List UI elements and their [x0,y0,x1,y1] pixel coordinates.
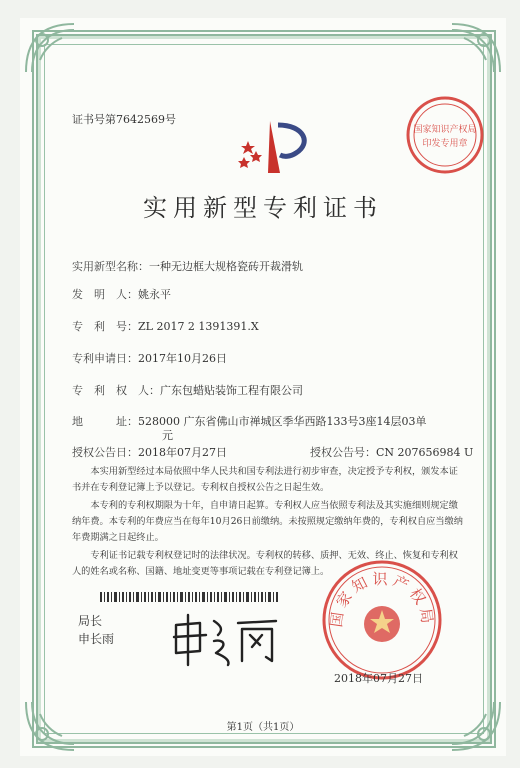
field-patent-number: 专 利 号：ZL 2017 2 1391391.X [72,320,259,333]
grant-date: 授权公告日：2018年07月27日 [72,446,227,459]
corner-ornament-icon [448,20,504,76]
field-inventor: 发 明 人：姚永平 [72,288,171,301]
director-signature-icon [170,611,280,667]
field-address: 地 址：528000 广东省佛山市禅城区季华西路133号3座14层03单 [72,415,427,428]
field-address-cont: 元 [162,429,173,442]
seal-bottom-text: 国家知识产权局 [327,570,437,629]
official-seal-top-icon [404,94,486,176]
paragraph-1: 本实用新型经过本局依照中华人民共和国专利法进行初步审查，决定授予专利权，颁发本证书并在专利登记簿上予以登记。专利权自授权公告之日起生效。 [72,466,458,493]
page-footer: 第1页（共1页） [226,722,300,733]
director-name: 申长雨 [78,632,115,646]
field-filing-date: 专利申请日：2017年10月26日 [72,352,227,365]
page-title: 实用新型专利证书 [143,194,383,222]
seal-date: 2018年07月27日 [334,672,423,685]
director-title: 局长 [78,614,103,628]
seal-top-line-2: 印发专用章 [422,139,468,149]
grant-number: 授权公告号：CN 207656984 U [310,446,474,459]
paragraph-2: 本专利的专利权期限为十年，自申请日起算。专利权人应当依照专利法及其实施细则规定缴纳年费。本专利的年费应当在每年10月26日前缴纳。未按照规定缴纳年费的，专利权自应当缴纳年费期满之日起终止。 [72,500,463,543]
certificate-number: 证书号第7642569号 [72,113,176,126]
paragraph-3: 专利证书记载专利权登记时的法律状况。专利权的转移、质押、无效、终止、恢复和专利权人的姓名或名称、国籍、地址变更等事项记载在专利登记簿上。 [72,550,458,577]
field-patentee: 专 利 权 人：广东包蜡贴装饰工程有限公司 [72,384,303,397]
field-utility-model-name: 实用新型名称：一种无边框大规格瓷砖开裁滑轨 [72,260,303,273]
official-seal-bottom-icon [320,558,444,682]
certificate-page [20,18,506,756]
seal-top-line-1: 国家知识产权局 [413,125,477,135]
patent-office-logo-icon [230,113,320,183]
corner-ornament-icon [22,20,78,76]
barcode-icon [100,592,280,602]
